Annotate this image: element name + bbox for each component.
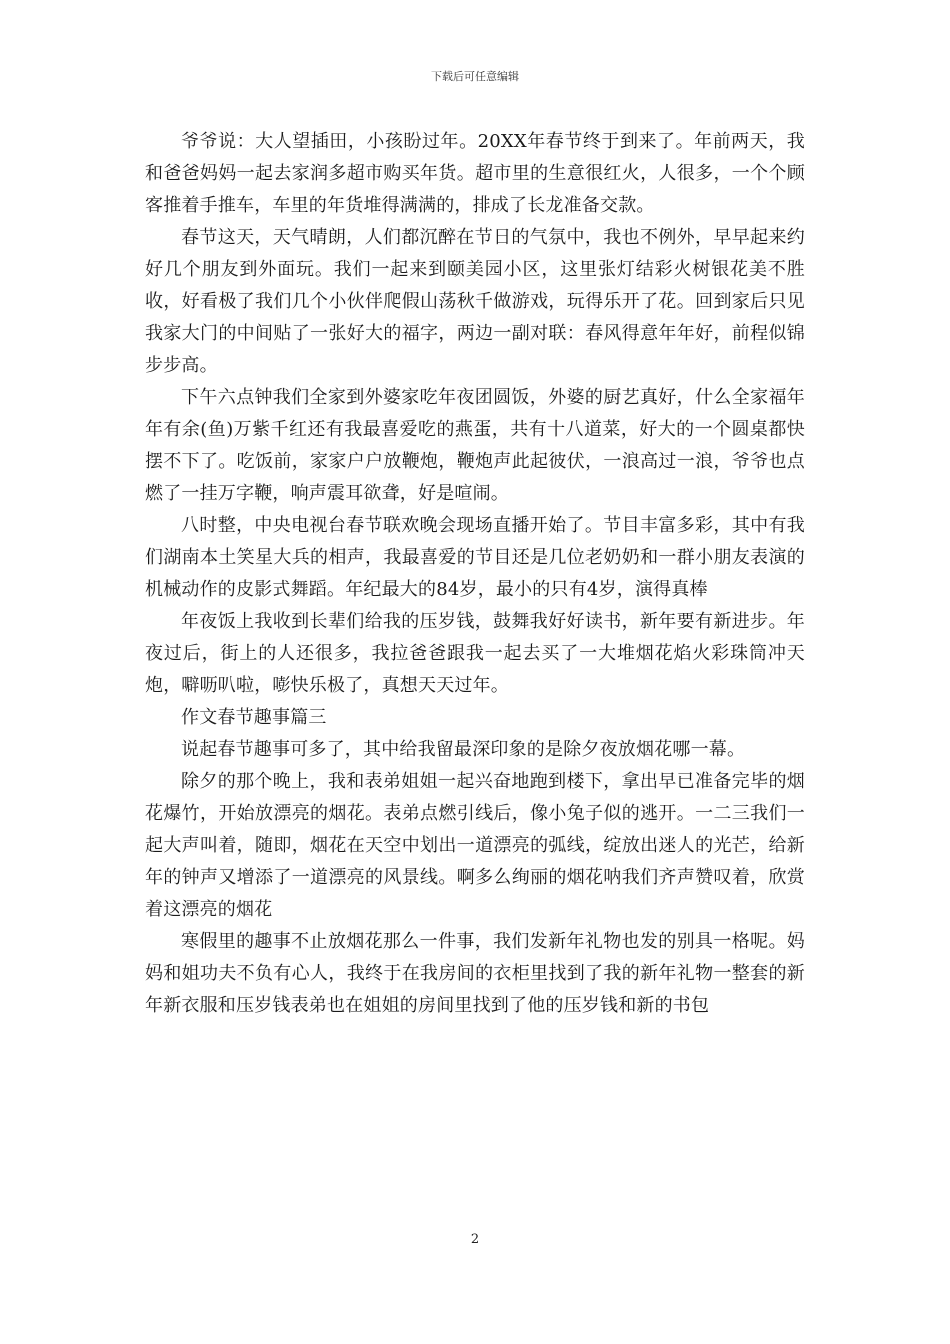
paragraph-7: 除夕的那个晚上，我和表弟姐姐一起兴奋地跑到楼下，拿出早已准备完毕的烟花爆竹，开始放漂亮的烟花。表弟点燃引线后，像小兔子似的逃开。一二三我们一起大声叫着，随即，烟花在天空中划出一道漂亮的弧线，绽放出迷人的光芒，给新年的钟声又增添了一道漂亮的风景线。啊多么绚丽的烟花呐我们齐声赞叹着，欣赏着这漂亮的烟花 [145, 771, 805, 920]
paragraph-8: 寒假里的趣事不止放烟花那么一件事，我们发新年礼物也发的别具一格呢。妈妈和姐功夫不负有心人，我终于在我房间的衣柜里找到了我的新年礼物一整套的新年新衣服和压岁钱表弟也在姐姐的房间里找到了他的压岁钱和新的书包 [145, 931, 805, 1016]
document-body [145, 126, 805, 1022]
paragraph-6: 说起春节趣事可多了，其中给我留最深印象的是除夕夜放烟花哪一幕。 [181, 739, 746, 760]
paragraph-5: 年夜饭上我收到长辈们给我的压岁钱，鼓舞我好好读书，新年要有新进步。年夜过后，街上的人还很多，我拉爸爸跟我一起去买了一大堆烟花焰火彩珠筒冲天炮，噼呖叭啦，嘭快乐极了，真想天天过年。 [145, 611, 805, 696]
section-title: 作文春节趣事篇三 [181, 707, 327, 728]
paragraph-3: 下午六点钟我们全家到外婆家吃年夜团圆饭，外婆的厨艺真好，什么全家福年年有余(鱼)万紫千红还有我最喜爱吃的燕蛋，共有十八道菜，好大的一个圆桌都快摆不下了。吃饭前，家家户户放鞭炮，鞭炮声此起彼伏，一浪高过一浪，爷爷也点燃了一挂万字鞭，响声震耳欲聋，好是喧闹。 [145, 387, 805, 504]
paragraph-4: 八时整，中央电视台春节联欢晚会现场直播开始了。节目丰富多彩，其中有我们湖南本土笑星大兵的相声，我最喜爱的节目还是几位老奶奶和一群小朋友表演的机械动作的皮影式舞蹈。年纪最大的84岁，最小的只有4岁，演得真棒 [145, 515, 805, 600]
page-header: 下载后可任意编辑 [431, 70, 519, 83]
paragraph-2: 春节这天，天气晴朗，人们都沉醉在节日的气氛中，我也不例外，早早起来约好几个朋友到外面玩。我们一起来到颐美园小区，这里张灯结彩火树银花美不胜收，好看极了我们几个小伙伴爬假山荡秋千做游戏，玩得乐开了花。回到家后只见我家大门的中间贴了一张好大的福字，两边一副对联：春风得意年年好，前程似锦步步高。 [145, 227, 805, 376]
page-number: 2 [470, 1232, 480, 1247]
paragraph-1: 爷爷说：大人望插田，小孩盼过年。20XX年春节终于到来了。年前两天，我和爸爸妈妈一起去家润多超市购买年货。超市里的生意很红火，人很多，一个个顾客推着手推车，车里的年货堆得满满的，排成了长龙准备交款。 [145, 131, 805, 216]
